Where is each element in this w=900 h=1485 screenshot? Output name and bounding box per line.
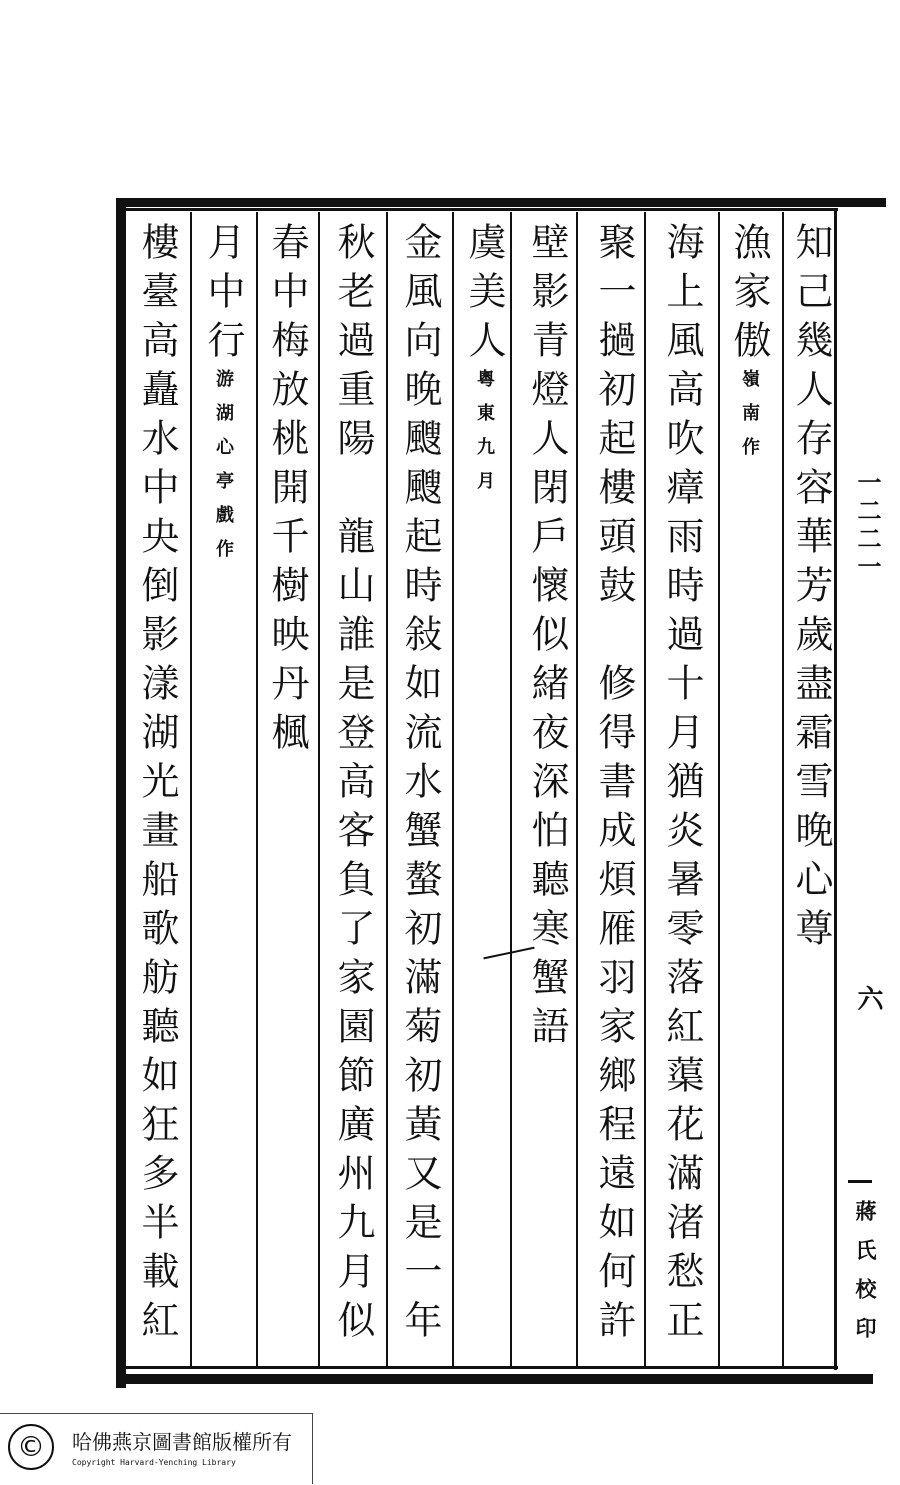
column-subtitle: 游湖心亭戲作 <box>213 369 234 573</box>
column-subtitle: 嶺南作 <box>739 369 760 471</box>
column-text: 聚一撾初起樓頭鼓 修得書成煩雁羽家鄉程遠如何許 <box>592 222 636 1349</box>
column-text: 壁影青燈人閉戶懷似緒夜深怕聽寒蟹語 <box>525 222 569 1055</box>
column-rule <box>644 212 646 1367</box>
column-rule <box>256 212 258 1367</box>
text-column-8 <box>331 222 375 1349</box>
column-text: 秋老過重陽 龍山誰是登高客負了家園節廣州九月似 <box>331 222 375 1349</box>
frame-bottom-border <box>118 1374 873 1384</box>
text-column-9 <box>265 222 309 761</box>
copyright-notice <box>0 1413 313 1484</box>
copyright-english: Copyright Harvard-Yenching Library <box>72 1458 236 1467</box>
column-rule <box>782 212 784 1367</box>
text-column-10 <box>201 222 245 573</box>
frame-top-inner-border <box>126 208 838 211</box>
text-column-6 <box>462 222 506 505</box>
margin-page-number: 六 <box>853 985 883 1011</box>
text-column-11 <box>135 222 179 1349</box>
margin-rule <box>848 1180 872 1183</box>
column-text: 知己幾人存容華芳歲盡霜雪晚心尊 <box>789 222 833 957</box>
copyright-icon: © <box>8 1424 54 1470</box>
column-rule <box>576 212 578 1367</box>
text-column-5 <box>525 222 569 1055</box>
frame-bottom-inner-border <box>126 1366 838 1369</box>
column-text: 樓臺高矗水中央倒影漾湖光畫船歌舫聽如狂多半載紅 <box>135 222 179 1349</box>
margin-title: 一二二一 <box>853 470 882 582</box>
column-text: 金風向晚颼颼起時敍如流水蟹螯初滿菊初黃又是一年 <box>398 222 442 1349</box>
column-text: 虞美人 <box>462 222 506 369</box>
margin-publisher: 蔣氏校印 <box>853 1200 878 1356</box>
column-rule <box>718 212 720 1367</box>
column-text: 漁家傲 <box>727 222 771 369</box>
column-rule <box>510 212 512 1367</box>
copyright-chinese: 哈佛燕京圖書館版權所有 <box>72 1430 292 1454</box>
column-text: 月中行 <box>201 222 245 369</box>
frame-left-border <box>116 198 126 1388</box>
text-column-7 <box>398 222 442 1349</box>
column-text: 海上風高吹瘴雨時過十月猶炎暑零落紅蕖花滿渚愁正 <box>660 222 704 1349</box>
frame-right-border <box>834 210 837 1370</box>
column-rule <box>318 212 320 1367</box>
column-rule <box>386 212 388 1367</box>
column-rule <box>190 212 192 1367</box>
frame-top-border <box>118 198 886 207</box>
text-column-2 <box>727 222 771 471</box>
text-column-1 <box>789 222 833 957</box>
column-text: 春中梅放桃開千樹映丹楓 <box>265 222 309 761</box>
text-column-3 <box>660 222 704 1349</box>
column-rule <box>452 212 454 1367</box>
text-column-4 <box>592 222 636 1349</box>
column-subtitle: 粵東九月 <box>474 369 495 505</box>
